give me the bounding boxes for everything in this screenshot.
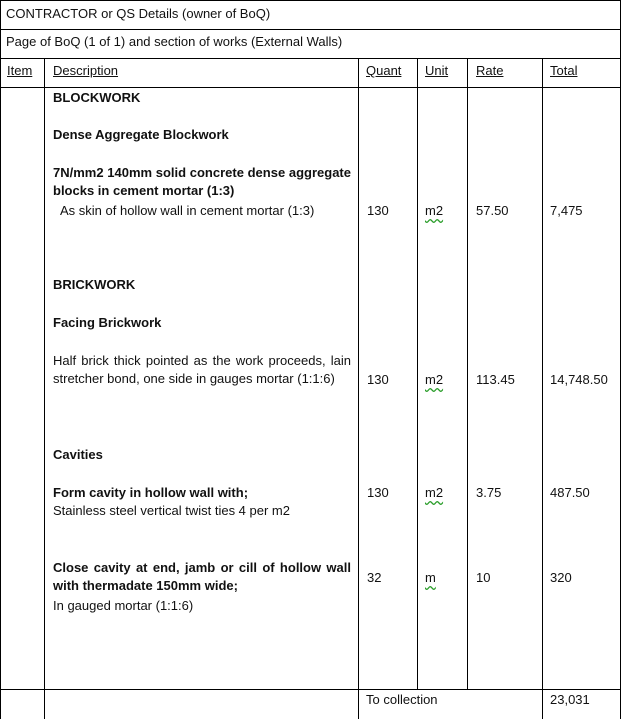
row-1-rate: 57.50 bbox=[476, 203, 509, 218]
row-4-description-bold: Close cavity at end, jamb or cill of hollow wall with thermadate 150mm wide; bbox=[53, 560, 351, 593]
col-header-item: Item bbox=[7, 63, 33, 78]
row-3-quant: 130 bbox=[367, 485, 389, 500]
row-2-quant: 130 bbox=[367, 372, 389, 387]
row-3-description-bold: Form cavity in hollow wall with; bbox=[53, 485, 249, 500]
grand-total: 23,031 bbox=[550, 692, 590, 707]
page-section-details: Page of BoQ (1 of 1) and section of works (External Walls) bbox=[6, 34, 343, 49]
row-1-description-normal: As skin of hollow wall in cement mortar (1:3) bbox=[60, 203, 315, 218]
row-3-description-normal: Stainless steel vertical twist ties 4 per m2 bbox=[53, 503, 290, 518]
row-1-quant: 130 bbox=[367, 203, 389, 218]
rule-columns bbox=[0, 87, 621, 88]
contractor-details: CONTRACTOR or QS Details (owner of BoQ) bbox=[6, 6, 271, 21]
col-header-rate: Rate bbox=[476, 63, 504, 78]
row-4-description-normal: In gauged mortar (1:1:6) bbox=[53, 598, 194, 613]
row-3-total: 487.50 bbox=[550, 485, 590, 500]
row-2-rate: 113.45 bbox=[476, 372, 515, 387]
row-1-unit: m2 bbox=[425, 203, 444, 218]
rule-header-1 bbox=[0, 29, 621, 30]
row-3-unit: m2 bbox=[425, 485, 444, 500]
row-1-description-bold: 7N/mm2 140mm solid concrete dense aggregate blocks in cement mortar (1:3) bbox=[53, 165, 351, 198]
rule-header-2 bbox=[0, 58, 621, 59]
row-1-total: 7,475 bbox=[550, 203, 583, 218]
subsection-cavities: Cavities bbox=[53, 447, 103, 462]
row-2-unit: m2 bbox=[425, 372, 444, 387]
row-2-description-normal: Half brick thick pointed as the work proceeds, lain stretcher bond, one side in gauges mortar (1:1:6) bbox=[53, 353, 351, 386]
col-header-description: Description bbox=[53, 63, 119, 78]
col-header-total: Total bbox=[550, 63, 578, 78]
row-2-total: 14,748.50 bbox=[550, 372, 608, 387]
section-blockwork: BLOCKWORK bbox=[53, 90, 141, 105]
section-brickwork: BRICKWORK bbox=[53, 277, 136, 292]
row-4-quant: 32 bbox=[367, 570, 382, 585]
row-3-rate: 3.75 bbox=[476, 485, 502, 500]
row-4-rate: 10 bbox=[476, 570, 491, 585]
col-sep-rate bbox=[542, 58, 543, 719]
subsection-dense-blockwork: Dense Aggregate Blockwork bbox=[53, 127, 229, 142]
col-sep-unit bbox=[467, 58, 468, 689]
row-4-unit: m bbox=[425, 570, 436, 585]
rule-footer bbox=[0, 689, 621, 690]
col-header-unit: Unit bbox=[425, 63, 449, 78]
col-sep-item bbox=[44, 58, 45, 719]
rule-top bbox=[0, 0, 621, 1]
col-sep-desc bbox=[358, 58, 359, 719]
rule-left bbox=[0, 0, 1, 719]
row-4-total: 320 bbox=[550, 570, 572, 585]
col-header-quant: Quant bbox=[366, 63, 402, 78]
subsection-facing-brickwork: Facing Brickwork bbox=[53, 315, 162, 330]
col-sep-quant bbox=[417, 58, 418, 689]
to-collection-label: To collection bbox=[366, 692, 438, 707]
